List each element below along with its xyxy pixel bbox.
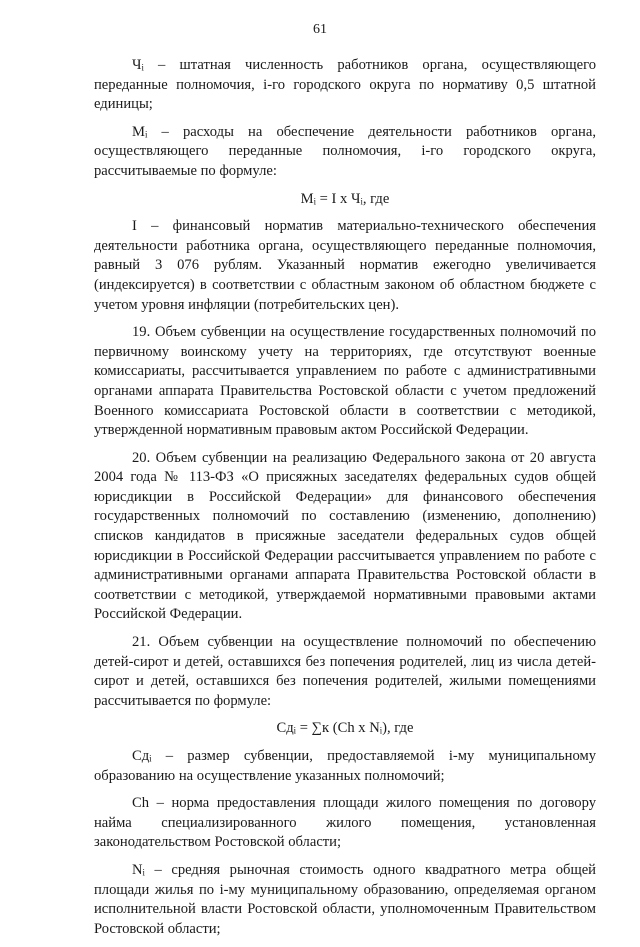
paragraph-ch-norm-definition: Ch – норма предоставления площади жилого помещения по договору найма специализированного жилого помещения, установленная законодательством Ростовской области; [94, 795, 596, 851]
paragraph-item-21: 21. Объем субвенции на осуществление полномочий по обеспечению детей-сирот и детей, оставшихся без попечения родителей, лиц из числа детей-сирот и детей, оставшихся без попечения родителей, жилыми помещениями рассчитывается по формуле: [94, 634, 596, 709]
paragraph-item-19: 19. Объем субвенции на осуществление государственных полномочий по первичному воинскому учету на территориях, где отсутствуют военные комиссариаты, рассчитывается управлением по работе с административными органами аппарата Правительства Ростовской области с учетом предложений Военного комиссариата Ростовской области в соответствии с методикой, утвержденной нормативным правовым актом Российской Федерации. [94, 324, 596, 439]
paragraph-i-definition: I – финансовый норматив материально-технического обеспечения деятельности работника органа, осуществляющего переданные полномочия, равный 3 076 рублям. Указанный норматив ежегодно увеличивается (индексируется) в соответствии с областным законом об областном бюджете с учетом уровня инфляции (потребительских цен). [94, 218, 596, 313]
page-number: 61 [313, 22, 327, 37]
paragraph-ch-definition: Чᵢ – штатная численность работников органа, осуществляющего переданные полномочия, i-го городского округа по нормативу 0,5 штатной единицы; [94, 57, 596, 113]
paragraph-n-definition: Nᵢ – средняя рыночная стоимость одного квадратного метра общей площади жилья по i-му муниципальному образованию, определяемая органом исполнительной власти Ростовской области, уполномоченным Правительством Ростовской области; [94, 861, 596, 937]
paragraph-m-definition: Мᵢ – расходы на обеспечение деятельности работников органа, осуществляющего переданные полномочия, i-го городского округа, рассчитываемые по формуле: [94, 123, 596, 179]
document-body [94, 56, 596, 947]
formula-m: Мᵢ = I х Чᵢ, где [300, 190, 390, 207]
formula-sd: Сдᵢ = ∑к (Ch х Nᵢ), где [276, 720, 414, 737]
paragraph-item-20: 20. Объем субвенции на реализацию Федерального закона от 20 августа 2004 года № 113-ФЗ «О присяжных заседателях федеральных судов общей юрисдикции в Российской Федерации» для финансового обеспечения государственных полномочий по составлению (изменению, дополнению) списков кандидатов в присяжные заседатели федеральных судов общей юрисдикции в Российской Федерации рассчитывается управлением по работе с административными органами аппарата Правительства Ростовской области в соответствии с методикой, утверждаемой нормативными правовыми актами Российской Федерации. [94, 449, 596, 623]
paragraph-sd-definition: Сдᵢ – размер субвенции, предоставляемой i-му муниципальному образованию на осуществление указанных полномочий; [94, 748, 596, 784]
